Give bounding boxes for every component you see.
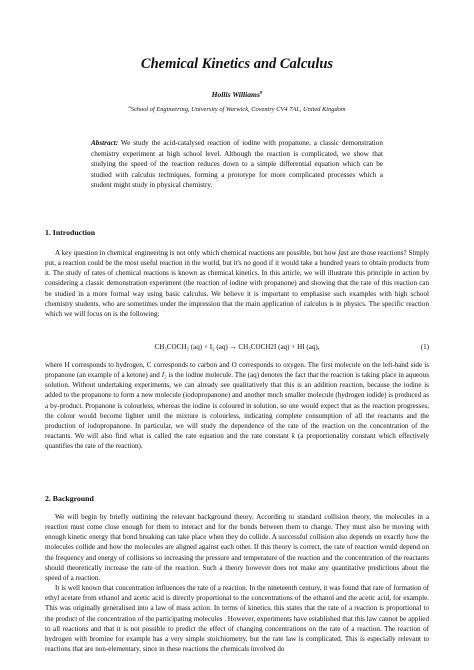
- affiliation-text: School of Engineering, University of Warwick, Coventry CV4 7AL, United Kingdom: [130, 106, 346, 114]
- affiliation-line: [0, 104, 474, 113]
- affiliation-mark: a: [128, 104, 131, 109]
- background-paragraph-1: We will begin by briefly outlining the relevant background theory. According to standard collision theory, the molecules in a reaction must come close enough for them to interact and for the bonds between them to change. They must also be moving with enough kinetic energy that bond breaking can take place when they do collide. A successful collision also depends on exactly how the molecules collide and how the molecules are aligned against each other. If this theory is correct, the rate of reaction would depend on the frequency and energy of collisions so increasing the pressure and temperature of the reaction and the concentration of the reactants should theoretically increase the rate of the reaction. Such a theory however does not make any quantitative predictions about the speed of a reaction.: [45, 513, 429, 582]
- abstract-text: We study the acid-catalysed reaction of iodine with propanone, a classic demonstration chemistry experiment at high school level. Although the reaction is complicated, we show that studying the speed of the reaction reduces down to a simple differential equation which can be studied with calculus techniques, forming a prototype for more complicated processes which a student might study in physical chemistry.: [91, 139, 383, 190]
- section-heading-introduction: 1. Introduction: [45, 228, 96, 237]
- section-heading-background: 2. Background: [45, 494, 94, 503]
- intro-p2-text-b: is the iodine molecule. The (aq) denotes the fact that the reaction is taking place in aqueous solution. Without undertaking experiments, we can already see qualitatively that this is an addition reaction, because the iodine is added to the propanone to form a new molecule (iodopropanone) and another much smaller molecule (hydrogen iodide) is produced as a by-product. Propanone is colourless, whereas the iodine is coloured in solution, so one would expect that as the reaction progresses, the colour would become lighter until the mixture is colourless, indicating complete consumption of all the reactants and the production of iodopropanone. In particular, we will study the dependence of the rate of the reaction on the concentration of the reactants. We will also find what is called the rate equation and the rate constant: [45, 371, 429, 441]
- author-line: [0, 90, 474, 99]
- paper-title: Chemical Kinetics and Calculus: [140, 56, 334, 72]
- background-paragraphs: [45, 512, 429, 654]
- intro-p2-rate-constant: k: [291, 432, 295, 441]
- equation-expression: CH₃COCH₃ (aq) + I₂ (aq) → CH₃COCH2I (aq) + HI (aq),: [154, 343, 320, 351]
- intro-p2-iodine: I₂: [161, 371, 167, 380]
- intro-paragraph-2: [45, 360, 429, 451]
- equation-1: [45, 343, 429, 355]
- intro-p2-text-a: where H corresponds to hydrogen, C corresponds to carbon and O corresponds to oxygen. The first molecule on the left-hand side is propanone (an example of a ketone) and: [45, 361, 429, 380]
- equation-number: (1): [420, 343, 429, 351]
- author-name: Hollis Williams: [211, 90, 260, 99]
- abstract: [91, 138, 383, 191]
- intro-p2-text-c: (a proportionality constant which effectively quantifies the rate of the reaction).: [45, 432, 429, 451]
- intro-p1-emphasis: fast: [338, 249, 349, 257]
- author-mark: a: [259, 90, 263, 96]
- abstract-label: Abstract:: [91, 139, 119, 147]
- intro-p1-text-b: are those reactions? Simply put, a reaction could be the most useful reaction in the world, but it's no good if it would take a hundred years to obtain products from it. The study of rates of chemical reactions is known as chemical kinetics. In this article, we will illustrate this principle in action by considering a classic demonstration experiment (the reaction of iodine with propanone) and showing that the rate of this reaction can be studied in a more formal way using basic calculus. We believe it is important to emphasise such examples with high school chemistry students, who are sometimes under the impression that the main application of calculus is in physics. The specific reaction which we will focus on is the following:: [45, 249, 430, 318]
- background-paragraph-2: It is well known that concentration influences the rate of a reaction. In the nineteenth century, it was found that rate of formation of ethyl acetate from ethanol and acetic acid is directly proportional to the concentrations of the ethanol and the acetic acid, for example. This was originally generalised into a law of mass action. In terms of kinetics, this states that the rate of a reaction is proportional to the product of the concentration of the participating molecules . However, experiments have established that this law cannot be applied to all reactions and that it is not possible to predict the effect of changing concentrations on the rate of a reaction. The reaction of hydrogen with bromine for example has a very simple stoichiometry, but the rate law is complicated. This is especially relevant to reactions that are non-elementary, since in these reactions the chemicals involved do: [45, 584, 429, 654]
- intro-p1-text-a: A key question in chemical engineering is not only which chemical reactions are possible, but how: [55, 249, 339, 257]
- intro-paragraph-1: [45, 248, 429, 319]
